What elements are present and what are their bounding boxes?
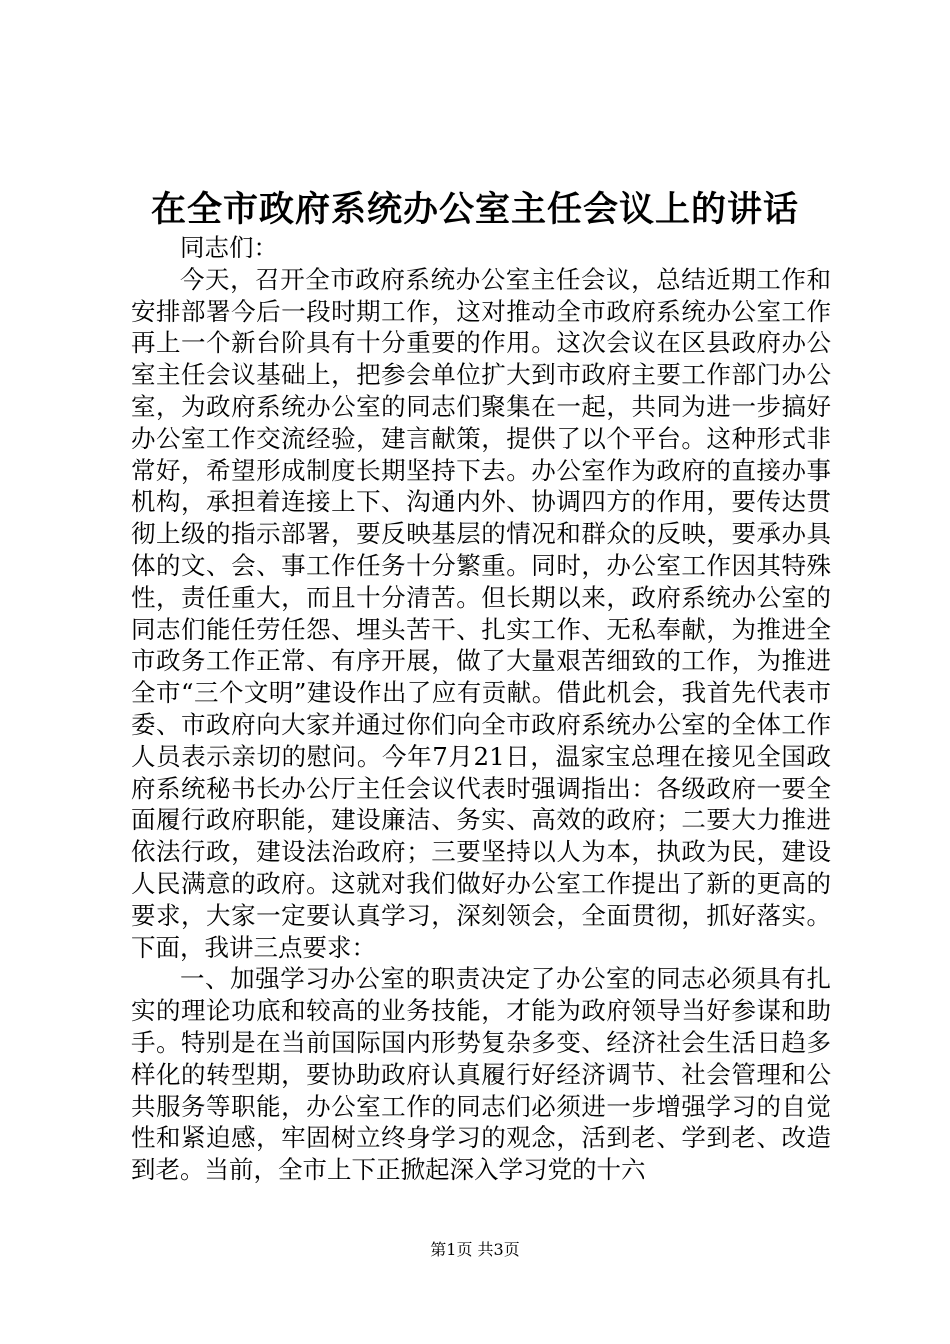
body-paragraph: 今天，召开全市政府系统办公室主任会议，总结近期工作和安排部署今后一段时期工作，这对推动全市政府系统办公室工作再上一个新台阶具有十分重要的作用。这次会议在区县政府办公室主任会议基础上，把参会单位扩大到市政府主要工作部门办公室，为政府系统办公室的同志们聚集在一起，共同为进一步搞好办公室工作交流经验，建言献策，提供了以个平台。这种形式非常好，希望形成制度长期坚持下去。办公室作为政府的直接办事机构，承担着连接上下、沟通内外、协调四方的作用，要传达贯彻上级的指示部署，要反映基层的情况和群众的反映，要承办具体的文、会、事工作任务十分繁重。同时，办公室工作因其特殊性，责任重大，而且十分清苦。但长期以来，政府系统办公室的同志们能任劳任怨、埋头苦干、扎实工作、无私奉献，为推进全市政务工作正常、有序开展，做了大量艰苦细致的工作，为推进全市“三个文明”建设作出了应有贡献。借此机会，我首先代表市委、市政府向大家并通过你们向全市政府系统办公室的全体工作人员表示亲切的慰问。今年7月21日，温家宝总理在接见全国政府系统秘书长办公厅主任会议代表时强调指出：各级政府一要全面履行政府职能，建设廉洁、务实、高效的政府；二要大力推进依法行政，建设法治政府；三要坚持以人为本，执政为民，建设人民满意的政府。这就对我们做好办公室工作提出了新的更高的要求，大家一定要认真学习，深刻领会，全面贯彻，抓好落实。下面，我讲三点要求：: [131, 264, 831, 962]
salutation-paragraph: 同志们：: [180, 233, 278, 262]
body-paragraph: 一、加强学习办公室的职责决定了办公室的同志必须具有扎实的理论功底和较高的业务技能，才能为政府领导当好参谋和助手。特别是在当前国际国内形势复杂多变、经济社会生活日趋多样化的转型期，要协助政府认真履行好经济调节、社会管理和公共服务等职能，办公室工作的同志们必须进一步增强学习的自觉性和紧迫感，牢固树立终身学习的观念，活到老、学到老、改造到老。当前，全市上下正掀起深入学习党的十六: [131, 964, 831, 1185]
document-body: [131, 232, 831, 1186]
page-number-footer: 第1页 共3页: [430, 1240, 520, 1259]
document-title: 在全市政府系统办公室主任会议上的讲话: [150, 189, 799, 230]
